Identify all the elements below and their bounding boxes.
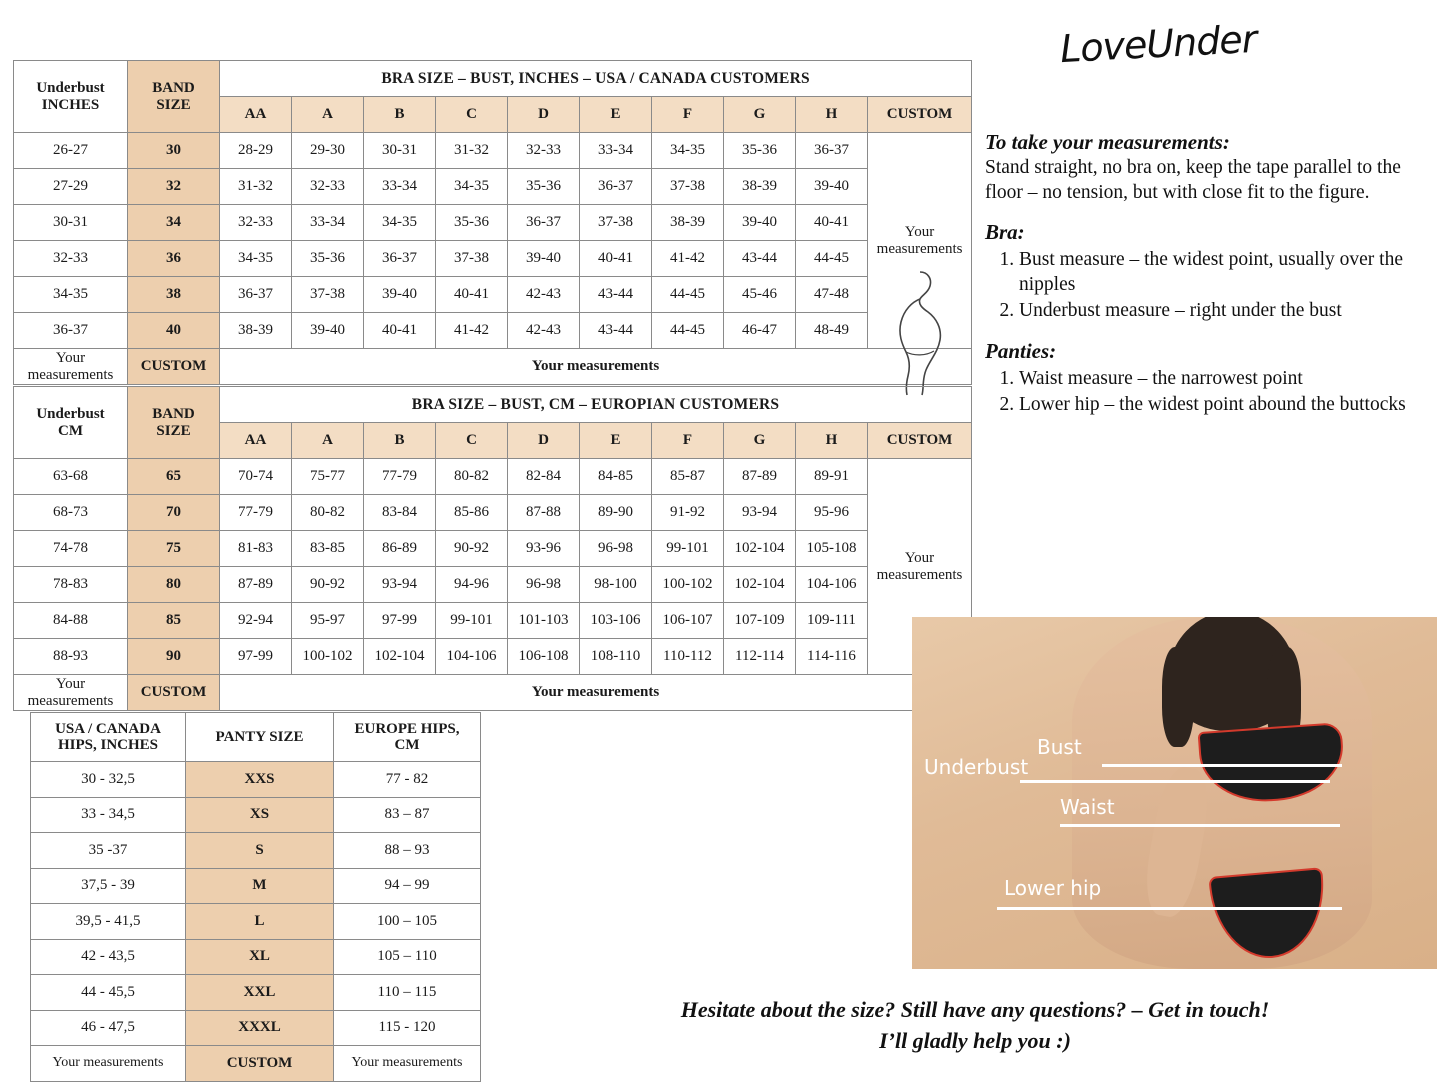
cm-footer-measurements: Your measurements [220,675,972,711]
table-row [14,205,972,241]
table-footer-row [14,349,972,385]
table-row [14,531,972,567]
inches-footer-custom: CUSTOM [128,349,220,385]
cell: 104-106 [796,567,868,603]
table-row [31,1010,481,1046]
hips-eu-3: 94 – 99 [334,868,481,904]
inches-cup-header-aa: AA [220,97,292,133]
cell: 91-92 [652,495,724,531]
cell: 38-39 [220,313,292,349]
footer-line-1: Hesitate about the size? Still have any questions? – Get in touch! [680,997,1270,1022]
cm-band-5: 90 [128,639,220,675]
bra-size-inches-table [13,60,972,385]
list-item: 2. Underbust measure – right under the bust [1019,298,1435,323]
cell: 84-85 [580,459,652,495]
inches-underbust-5: 36-37 [14,313,128,349]
cell: 33-34 [292,205,364,241]
hips-eu-header [334,713,481,762]
table-row [31,762,481,798]
cell: 94-96 [436,567,508,603]
inches-band-3: 36 [128,241,220,277]
cell: 99-101 [436,603,508,639]
cell: 85-86 [436,495,508,531]
cell: 45-46 [724,277,796,313]
cell: 100-102 [292,639,364,675]
cell: 31-32 [436,133,508,169]
cell: 34-35 [652,133,724,169]
cell: 43-44 [580,277,652,313]
cell: 97-99 [220,639,292,675]
inches-band-2: 34 [128,205,220,241]
cm-cup-header-a: A [292,423,364,459]
cell: 100-102 [652,567,724,603]
cell: 108-110 [580,639,652,675]
cell: 36-37 [364,241,436,277]
cell: 40-41 [436,277,508,313]
cm-custom-side-line2: measurements [876,566,963,583]
table-row [14,313,972,349]
hips-panty-7: XXXL [186,1010,334,1046]
cell: 93-94 [724,495,796,531]
cell: 98-100 [580,567,652,603]
hips-usa-header [31,713,186,762]
cm-footer-underbust-line1: Your [55,676,86,692]
bra-instructions-title: Bra: [985,219,1025,244]
hips-footer-eu: Your measurements [334,1046,481,1082]
cm-table-title: BRA SIZE – BUST, CM – EUROPIAN CUSTOMERS [220,387,972,423]
table-row [31,939,481,975]
hips-usa-0: 30 - 32,5 [31,762,186,798]
waist-label: Waist [1060,795,1115,819]
instructions-title: To take your measurements: [985,130,1230,154]
cm-band-3: 80 [128,567,220,603]
hips-panty-3: M [186,868,334,904]
cell: 102-104 [364,639,436,675]
inches-cup-header-a: A [292,97,364,133]
cell: 33-34 [580,133,652,169]
table-row [31,975,481,1011]
cell: 34-35 [436,169,508,205]
inches-band-header-line1: BAND [152,80,195,96]
hips-eu-6: 110 – 115 [334,975,481,1011]
cell: 40-41 [580,241,652,277]
cell: 105-108 [796,531,868,567]
cm-cup-header-e: E [580,423,652,459]
instructions-intro: Stand straight, no bra on, keep the tape parallel to the floor – no tension, but with close fit to the figure. [985,157,1401,204]
cm-underbust-4: 84-88 [14,603,128,639]
cell: 90-92 [436,531,508,567]
cell: 106-107 [652,603,724,639]
list-item: 2. Lower hip – the widest point abound the buttocks [1019,392,1435,417]
table-row [14,567,972,603]
cell: 38-39 [652,205,724,241]
cell: 34-35 [220,241,292,277]
table-row [14,241,972,277]
cell: 36-37 [580,169,652,205]
table-row [14,169,972,205]
inches-underbust-2: 30-31 [14,205,128,241]
hips-eu-5: 105 – 110 [334,939,481,975]
cm-cup-header-h: H [796,423,868,459]
cm-corner-header [14,387,128,459]
cell: 80-82 [292,495,364,531]
inches-cup-header-f: F [652,97,724,133]
cm-band-header-line2: SIZE [156,422,191,439]
footer-contact-message [540,995,1410,1057]
cm-band-1: 70 [128,495,220,531]
bust-label: Bust [1037,735,1082,759]
inches-band-header [128,61,220,133]
table-footer-row [31,1046,481,1082]
inches-cup-header-d: D [508,97,580,133]
cell: 32-33 [508,133,580,169]
cell: 33-34 [364,169,436,205]
cm-band-header-line1: BAND [152,406,195,422]
cell: 89-90 [580,495,652,531]
cm-cup-header-b: B [364,423,436,459]
cm-underbust-2: 74-78 [14,531,128,567]
inches-footer-underbust [14,349,128,385]
hips-panty-4: L [186,904,334,940]
cell: 83-85 [292,531,364,567]
cell: 43-44 [580,313,652,349]
hips-usa-7: 46 - 47,5 [31,1010,186,1046]
hips-usa-2: 35 -37 [31,833,186,869]
inches-band-4: 38 [128,277,220,313]
cell: 46-47 [724,313,796,349]
instructions-block [985,130,1435,418]
footer-line-2: I’ll gladly help you :) [879,1027,1071,1053]
cell: 39-40 [292,313,364,349]
cm-underbust-3: 78-83 [14,567,128,603]
cell: 43-44 [724,241,796,277]
cm-cup-header-d: D [508,423,580,459]
cell: 102-104 [724,567,796,603]
cm-band-4: 85 [128,603,220,639]
cell: 104-106 [436,639,508,675]
cell: 44-45 [796,241,868,277]
cell: 37-38 [292,277,364,313]
cm-footer-custom: CUSTOM [128,675,220,711]
cell: 93-94 [364,567,436,603]
cell: 35-36 [292,241,364,277]
inches-corner-header [14,61,128,133]
cm-band-0: 65 [128,459,220,495]
table-row [31,797,481,833]
inches-band-0: 30 [128,133,220,169]
cell: 81-83 [220,531,292,567]
inches-underbust-3: 32-33 [14,241,128,277]
measurement-photo [912,617,1437,969]
cell: 97-99 [364,603,436,639]
cm-cup-header-f: F [652,423,724,459]
cell: 37-38 [652,169,724,205]
cm-underbust-0: 63-68 [14,459,128,495]
cm-corner-header-line2: CM [58,422,83,439]
lower-hip-line [997,907,1342,910]
cell: 87-89 [220,567,292,603]
cell: 87-89 [724,459,796,495]
cell: 41-42 [652,241,724,277]
inches-footer-underbust-line1: Your [55,350,86,366]
cell: 32-33 [292,169,364,205]
cell: 82-84 [508,459,580,495]
inches-underbust-4: 34-35 [14,277,128,313]
inches-band-5: 40 [128,313,220,349]
cell: 35-36 [724,133,796,169]
hips-panty-2: S [186,833,334,869]
cell: 90-92 [292,567,364,603]
hips-panty-6: XXL [186,975,334,1011]
inches-cup-header-g: G [724,97,796,133]
cell: 102-104 [724,531,796,567]
hips-usa-1: 33 - 34,5 [31,797,186,833]
cell: 36-37 [796,133,868,169]
inches-footer-underbust-line2: measurements [27,366,114,383]
cell: 47-48 [796,277,868,313]
table-row [14,603,972,639]
inches-cup-header-c: C [436,97,508,133]
hips-eu-1: 83 – 87 [334,797,481,833]
cell: 44-45 [652,313,724,349]
cell: 44-45 [652,277,724,313]
cm-footer-underbust-line2: measurements [27,692,114,709]
table-row [14,639,972,675]
inches-band-header-line2: SIZE [156,96,191,113]
inches-cup-header-e: E [580,97,652,133]
hips-usa-6: 44 - 45,5 [31,975,186,1011]
hips-usa-5: 42 - 43,5 [31,939,186,975]
hips-usa-header-line1: USA / CANADA [55,720,161,737]
list-item: 1. Waist measure – the narrowest point [1019,366,1435,391]
cell: 37-38 [436,241,508,277]
body-sketch-icon [876,268,962,396]
cell: 42-43 [508,277,580,313]
lower-hip-label: Lower hip [1004,876,1102,900]
panty-size-table [30,712,481,1082]
cell: 106-108 [508,639,580,675]
cm-cup-header-c: C [436,423,508,459]
cell: 28-29 [220,133,292,169]
table-footer-row [14,675,972,711]
panties-instructions-title: Panties: [985,338,1057,363]
cell: 36-37 [508,205,580,241]
hips-eu-4: 100 – 105 [334,904,481,940]
cell: 112-114 [724,639,796,675]
inches-band-1: 32 [128,169,220,205]
cell: 38-39 [724,169,796,205]
underbust-line [1020,780,1330,783]
hips-eu-0: 77 - 82 [334,762,481,798]
waist-line [1060,824,1340,827]
inches-custom-side-line2: measurements [876,240,963,257]
hips-footer-usa: Your measurements [31,1046,186,1082]
cell: 70-74 [220,459,292,495]
panties-instructions-list [985,366,1435,418]
cell: 99-101 [652,531,724,567]
cell: 110-112 [652,639,724,675]
model-hair-left [1162,647,1194,747]
cm-custom-side-line1: Your [904,550,935,566]
table-row [14,277,972,313]
hips-usa-4: 39,5 - 41,5 [31,904,186,940]
hips-usa-3: 37,5 - 39 [31,868,186,904]
cell: 39-40 [724,205,796,241]
cm-band-header [128,387,220,459]
cell: 80-82 [436,459,508,495]
hips-panty-1: XS [186,797,334,833]
hips-panty-0: XXS [186,762,334,798]
cell: 48-49 [796,313,868,349]
hips-panty-5: XL [186,939,334,975]
cell: 107-109 [724,603,796,639]
cell: 95-96 [796,495,868,531]
inches-cup-header-h: H [796,97,868,133]
brand-logo: LoveUnder [1058,16,1258,72]
inches-cup-header-b: B [364,97,436,133]
cell: 89-91 [796,459,868,495]
cell: 29-30 [292,133,364,169]
cell: 95-97 [292,603,364,639]
cell: 101-103 [508,603,580,639]
table-row [14,133,972,169]
cm-cup-header-g: G [724,423,796,459]
table-row [14,459,972,495]
inches-corner-header-line2: INCHES [41,96,100,113]
inches-table-title: BRA SIZE – BUST, INCHES – USA / CANADA CUSTOMERS [220,61,972,97]
cell: 42-43 [508,313,580,349]
cell: 35-36 [508,169,580,205]
cell: 83-84 [364,495,436,531]
cm-cup-header-aa: AA [220,423,292,459]
cm-footer-underbust [14,675,128,711]
cell: 34-35 [364,205,436,241]
cell: 37-38 [580,205,652,241]
cm-underbust-1: 68-73 [14,495,128,531]
bra-size-cm-table [13,386,972,711]
cell: 77-79 [364,459,436,495]
cell: 39-40 [364,277,436,313]
hips-eu-2: 88 – 93 [334,833,481,869]
cell: 41-42 [436,313,508,349]
hips-usa-header-line2: HIPS, INCHES [57,737,159,753]
cm-band-2: 75 [128,531,220,567]
cell: 36-37 [220,277,292,313]
inches-corner-header-line1: Underbust [36,80,105,96]
inches-custom-header: CUSTOM [868,97,972,133]
cell: 40-41 [796,205,868,241]
cell: 39-40 [508,241,580,277]
cell: 86-89 [364,531,436,567]
hips-eu-header-line2: CM [394,737,420,753]
cell: 75-77 [292,459,364,495]
table-row [31,868,481,904]
cell: 96-98 [580,531,652,567]
table-row [31,904,481,940]
cell: 31-32 [220,169,292,205]
bra-instructions-list [985,247,1435,324]
cell: 109-111 [796,603,868,639]
cell: 114-116 [796,639,868,675]
inches-custom-side-line1: Your [904,224,935,240]
cell: 103-106 [580,603,652,639]
inches-underbust-0: 26-27 [14,133,128,169]
cell: 77-79 [220,495,292,531]
cell: 40-41 [364,313,436,349]
cm-custom-header: CUSTOM [868,423,972,459]
cell: 87-88 [508,495,580,531]
table-row [31,833,481,869]
bust-line [1102,764,1342,767]
list-item: 1. Bust measure – the widest point, usually over the nipples [1019,247,1435,298]
cell: 35-36 [436,205,508,241]
inches-footer-measurements: Your measurements [220,349,972,385]
hips-eu-7: 115 - 120 [334,1010,481,1046]
cell: 85-87 [652,459,724,495]
cell: 93-96 [508,531,580,567]
hips-panty-header: PANTY SIZE [186,713,334,762]
cell: 96-98 [508,567,580,603]
cell: 39-40 [796,169,868,205]
table-row [14,495,972,531]
hips-footer-custom: CUSTOM [186,1046,334,1082]
cm-corner-header-line1: Underbust [36,406,105,422]
cell: 92-94 [220,603,292,639]
hips-eu-header-line1: EUROPE HIPS, [354,720,460,737]
cell: 30-31 [364,133,436,169]
underbust-label: Underbust [924,755,1029,779]
cell: 32-33 [220,205,292,241]
inches-underbust-1: 27-29 [14,169,128,205]
cm-underbust-5: 88-93 [14,639,128,675]
